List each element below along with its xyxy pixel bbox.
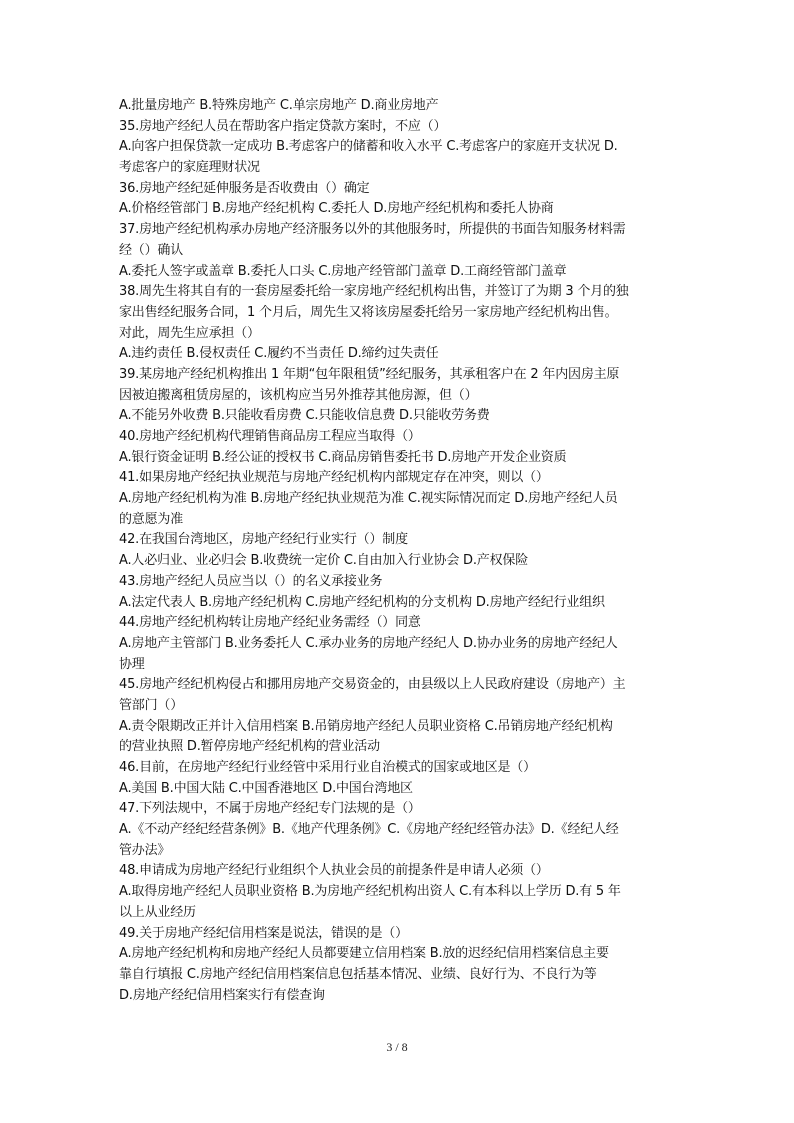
text-line: 家出售经纪服务合同，1 个月后，周先生又将该房屋委托给另一家房地产经纪机构出售。 [119, 304, 618, 320]
text-line: 36.房地产经纪延伸服务是否收费由（）确定 [119, 180, 370, 196]
text-line: 对此，周先生应承担（） [119, 325, 260, 341]
text-line: A.美国 B.中国大陆 C.中国香港地区 D.中国台湾地区 [119, 780, 413, 796]
text-line: 43.房地产经纪人员应当以（）的名义承接业务 [119, 573, 383, 589]
text-line: A.《不动产经纪经营条例》B.《地产代理条例》C.《房地产经纪经管办法》D.《经纪人经 [119, 822, 619, 838]
text-line: A.违约责任 B.侵权责任 C.履约不当责任 D.缔约过失责任 [119, 346, 439, 362]
text-line: A.法定代表人 B.房地产经纪机构 C.房地产经纪机构的分支机构 D.房地产经纪行业组织 [119, 594, 605, 610]
text-line: 管办法》 [119, 842, 171, 858]
text-line: 靠自行填报 C.房地产经纪信用档案信息包括基本情况、业绩、良好行为、不良行为等 [119, 966, 597, 982]
text-line: A.不能另外收费 B.只能收看房费 C.只能收信息费 D.只能收劳务费 [119, 408, 490, 424]
text-line: 39.某房地产经纪机构推出 1 年期“包年限租赁”经纪服务，其承租客户在 2 年内因房主原 [119, 366, 620, 382]
text-line: A.向客户担保贷款一定成功 B.考虑客户的储蓄和收入水平 C.考虑客户的家庭开支状况 D. [119, 139, 618, 155]
text-line: 因被迫搬离租赁房屋的，该机构应当另外推荐其他房源，但（） [119, 387, 478, 403]
text-line: A.委托人签字或盖章 B.委托人口头 C.房地产经管部门盖章 D.工商经管部门盖章 [119, 263, 567, 279]
text-line: A.人必归业、业必归会 B.收费统一定价 C.自由加入行业协会 D.产权保险 [119, 553, 528, 569]
text-line: A.房地产主管部门 B.业务委托人 C.承办业务的房地产经纪人 D.协办业务的房地产经纪人 [119, 635, 618, 651]
text-line: A.房地产经纪机构为准 B.房地产经纪执业规范为准 C.视实际情况而定 D.房地产经纪人员 [119, 491, 618, 507]
text-line: 46.目前，在房地产经纪行业经管中采用行业自治模式的国家或地区是（） [119, 760, 536, 775]
text-line: 35.房地产经纪人员在帮助客户指定贷款方案时，不应（） [119, 118, 447, 134]
text-line: 47.下列法规中，不属于房地产经纪专门法规的是（） [119, 801, 421, 817]
text-line: 42.在我国台湾地区，房地产经纪行业实行（）制度 [119, 532, 408, 548]
text-line: A.房地产经纪机构和房地产经纪人员都要建立信用档案 B.放的迟经纪信用档案信息主要 [119, 946, 609, 962]
text-line: 38.周先生将其自有的一套房屋委托给一家房地产经纪机构出售，并签订了为期 3 个月的独 [119, 284, 629, 300]
text-line: 管部门（） [119, 697, 184, 713]
text-line: D.房地产经纪信用档案实行有偿查询 [119, 987, 325, 1003]
text-line: A.取得房地产经纪人员职业资格 B.为房地产经纪机构出资人 C.有本科以上学历 D.有 5 年 [119, 884, 621, 900]
text-line: 经（）确认 [119, 242, 184, 258]
text-line: 48.申请成为房地产经纪行业组织个人执业会员的前提条件是申请人必须（） [119, 863, 549, 879]
text-line: 44.房地产经纪机构转让房地产经纪业务需经（）同意 [119, 615, 421, 631]
page-number: 3 / 8 [386, 1040, 408, 1054]
text-line: 以上从业经历 [119, 904, 196, 920]
text-line: 40.房地产经纪机构代理销售商品房工程应当取得（） [119, 429, 421, 444]
text-line: 协理 [119, 656, 145, 672]
text-line: 49.关于房地产经纪信用档案是说法，错误的是（） [119, 925, 408, 941]
text-line: A.价格经管部门 B.房地产经纪机构 C.委托人 D.房地产经纪机构和委托人协商 [119, 201, 554, 217]
document-body [119, 96, 679, 1006]
text-line: A.银行资金证明 B.经公证的授权书 C.商品房销售委托书 D.房地产开发企业资质 [119, 449, 567, 465]
text-line: 的意愿为准 [119, 511, 184, 527]
text-line: 41.如果房地产经纪执业规范与房地产经纪机构内部规定存在冲突，则以（） [119, 470, 549, 486]
text-line: A.批量房地产 B.特殊房地产 C.单宗房地产 D.商业房地产 [119, 98, 439, 113]
text-line: A.责令限期改正并计入信用档案 B.吊销房地产经纪人员职业资格 C.吊销房地产经纪机构 [119, 718, 613, 734]
text-line: 37.房地产经纪机构承办房地产经济服务以外的其他服务时，所提供的书面告知服务材料需 [119, 222, 626, 238]
text-line: 45.房地产经纪机构侵占和挪用房地产交易资金的，由县级以上人民政府建设（房地产）主 [119, 677, 626, 693]
text-line: 的营业执照 D.暂停房地产经纪机构的营业活动 [119, 739, 380, 755]
text-line: 考虑客户的家庭理财状况 [119, 160, 260, 176]
